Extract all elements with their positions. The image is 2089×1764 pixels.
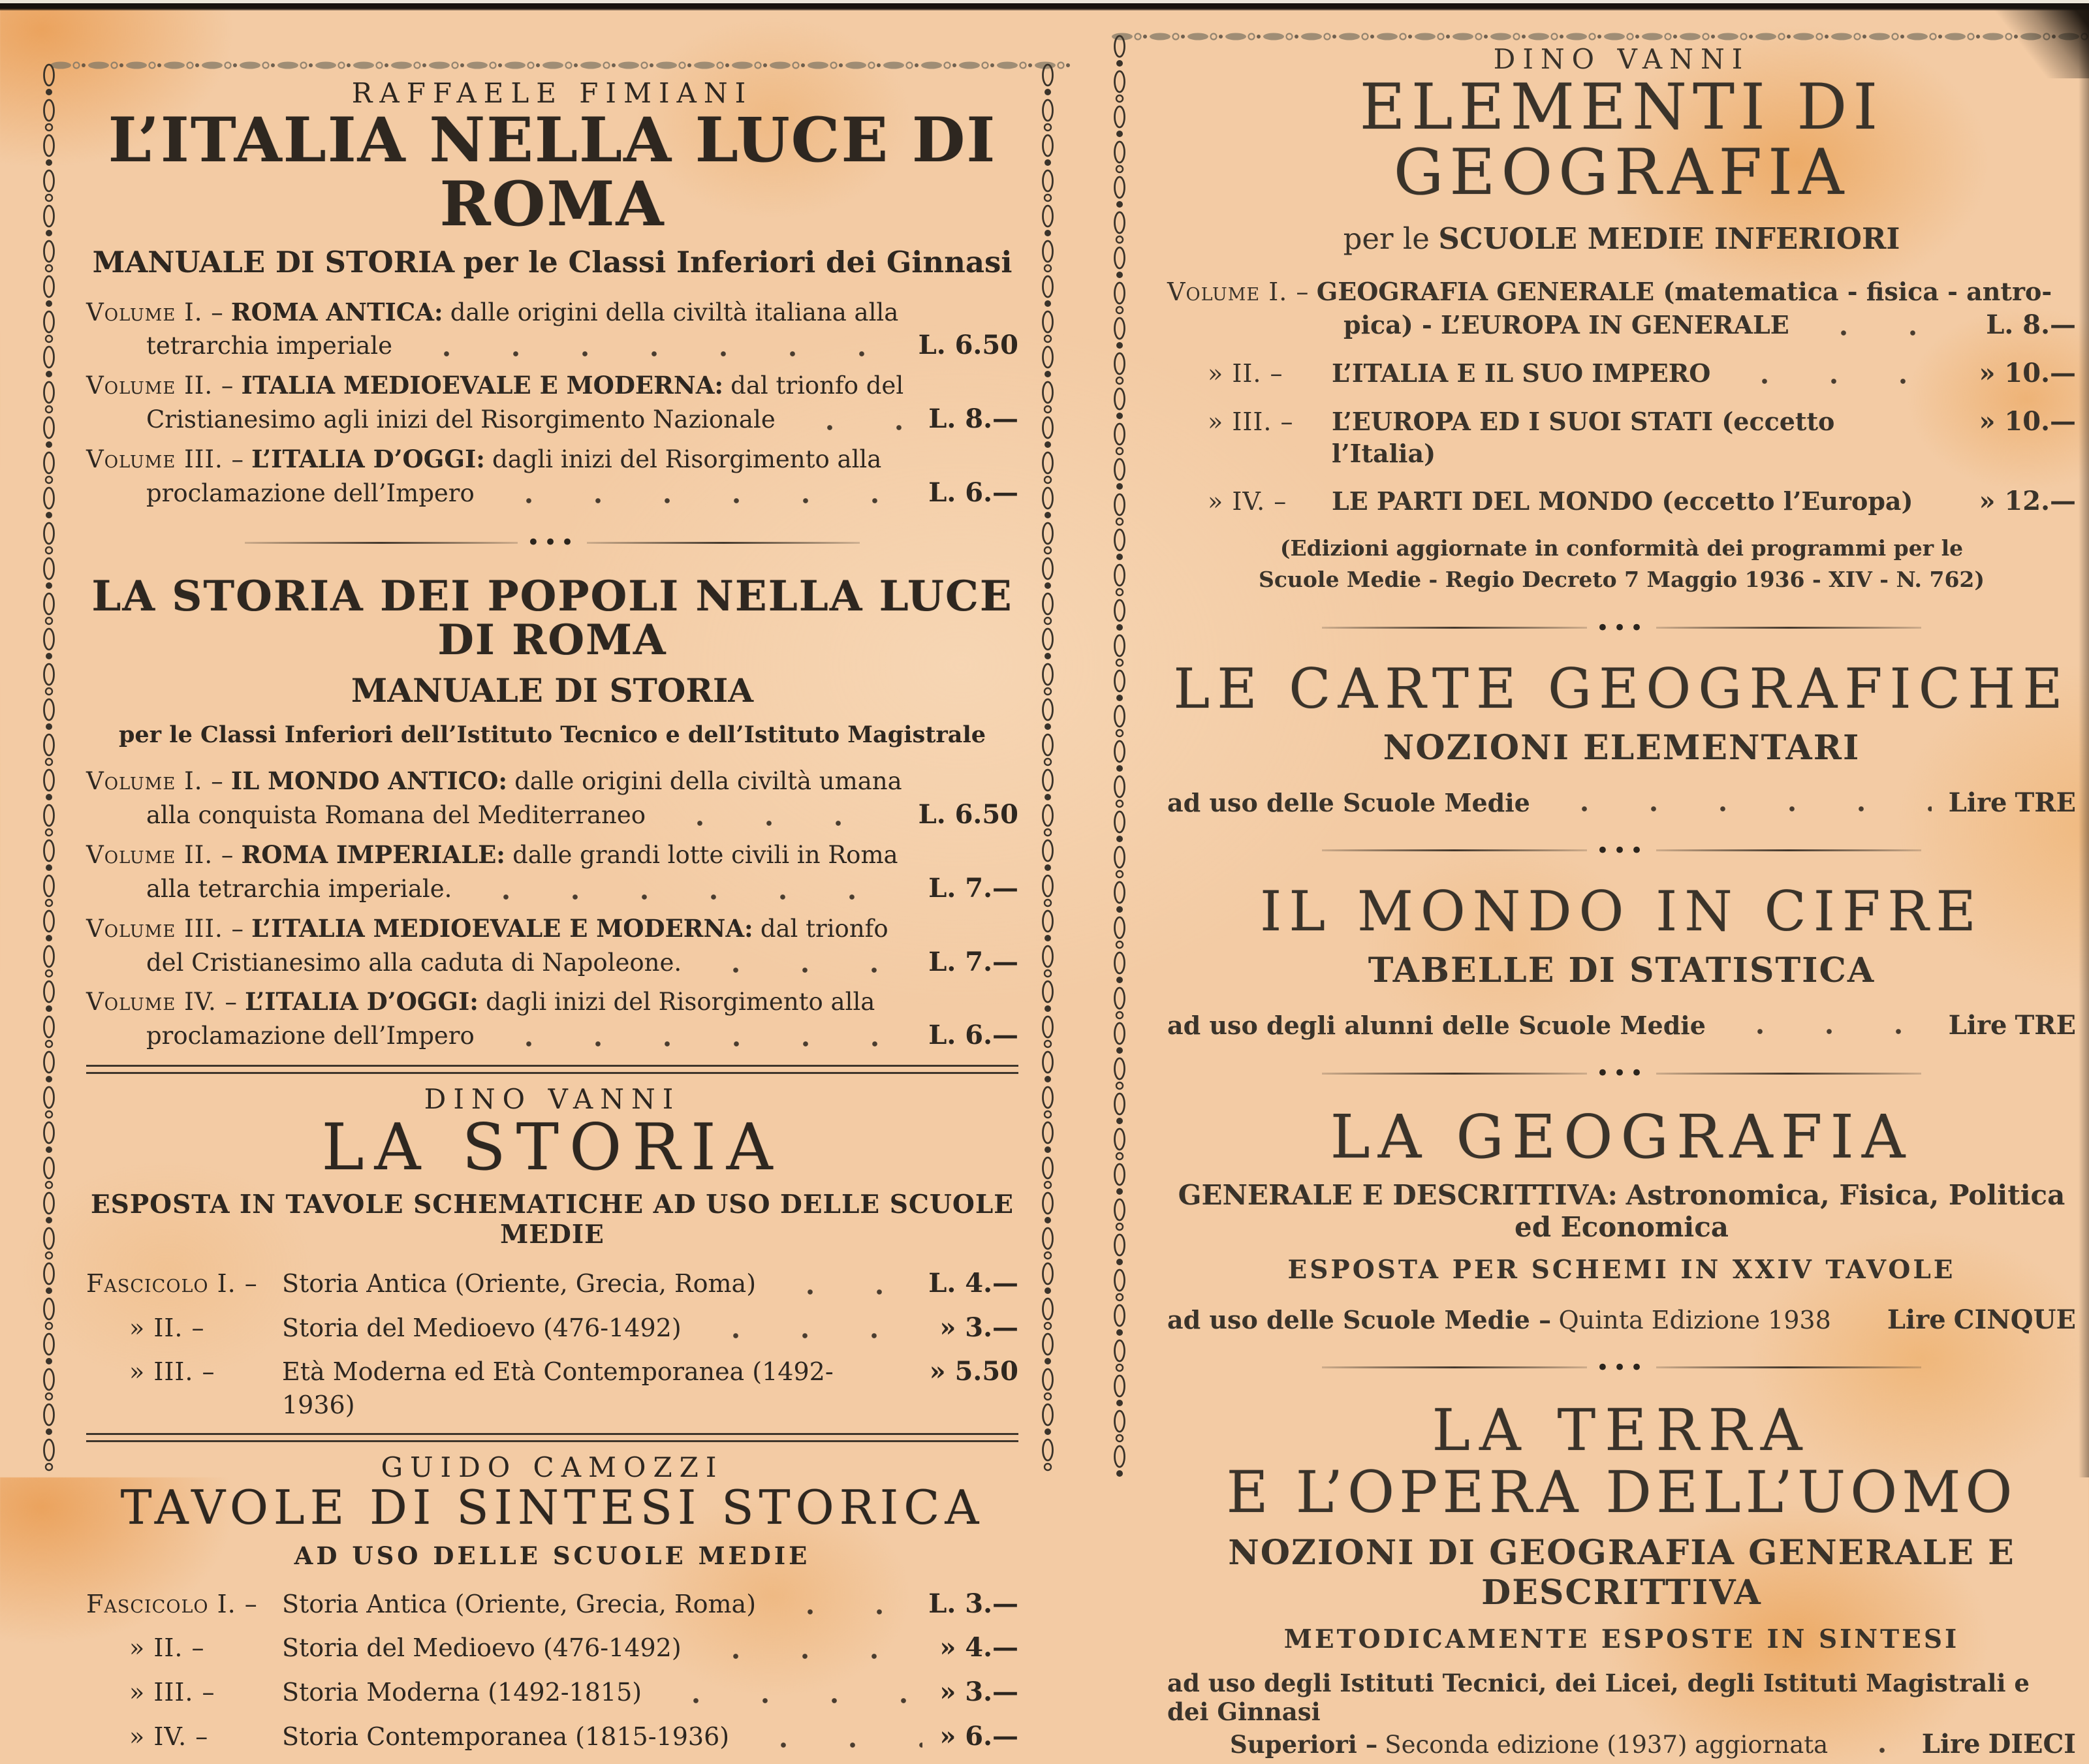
subtitle-main: SCUOLE MEDIE INFERIORI xyxy=(1438,221,1900,256)
volume-line1 xyxy=(86,443,1018,476)
volume-line2 xyxy=(86,402,1018,437)
separator-line xyxy=(1656,849,1921,851)
volume-desc-cont: tetrarchia imperiale xyxy=(146,332,393,360)
price-value: DIECI xyxy=(1988,1728,2076,1759)
subtitle-rest: per le Classi Inferiori dei Ginnasi xyxy=(463,244,1013,279)
book-subtitle-detail: METODICAMENTE ESPOSTE IN SINTESI xyxy=(1283,1624,1960,1654)
fascicle-item xyxy=(86,1675,1018,1710)
book-title: LA GEOGRAFIA xyxy=(1330,1102,1913,1173)
book-title: LA STORIA xyxy=(321,1110,783,1185)
volume-label: Volume I. – xyxy=(86,767,224,796)
section-separator xyxy=(1322,1060,1922,1086)
price-row xyxy=(1167,787,2076,818)
fascicle-item xyxy=(86,1267,1018,1301)
separator-dots: ••• xyxy=(1595,837,1648,864)
volume-line1 xyxy=(86,839,1018,872)
volume-desc-cont: proclamazione dell’Impero xyxy=(146,1022,475,1050)
volume-item xyxy=(86,370,1018,437)
author-name: GUIDO CAMOZZI xyxy=(381,1451,724,1483)
fascicle-title: Storia del Medioevo (476-1492) xyxy=(282,1633,682,1663)
price-row xyxy=(1167,1729,2076,1759)
edition-note-line1: (Edizioni aggiornate in conformità dei programmi per le xyxy=(1280,535,1964,561)
subtitle-main: MANUALE DI STORIA xyxy=(92,244,455,279)
usage-text-rest: Seconda edizione (1937) aggiornata xyxy=(1385,1730,1829,1759)
dot-leader xyxy=(1809,329,1970,337)
fascicle-label: » II. – xyxy=(129,1633,205,1663)
book-subtitle-detail: per le Classi Inferiori dell’Istituto Tecnico e dell’Istituto Magistrale xyxy=(118,721,986,749)
author-name: DINO VANNI xyxy=(424,1082,681,1115)
fascicle-item xyxy=(86,1311,1018,1346)
price-label: Lire xyxy=(1887,1304,1946,1335)
volume-label: Volume II. – xyxy=(86,371,234,400)
volume-line2 xyxy=(86,328,1018,363)
price: » 4.— xyxy=(939,1632,1018,1663)
frame-border-top-left xyxy=(50,57,1051,74)
volume-item xyxy=(1167,276,2076,342)
fascicle-title: Storia Contemporanea (1815-1936) xyxy=(282,1722,730,1752)
fascicle-title: Storia del Medioevo (476-1492) xyxy=(282,1313,682,1342)
subtitle-rest: Astronomica, Fisica, Politica ed Economica xyxy=(1514,1178,2065,1243)
separator-line xyxy=(1656,627,1921,629)
price-label: Lire xyxy=(1948,787,2007,818)
price xyxy=(1949,1010,2076,1041)
volume-desc: dagli inizi del Risorgimento alla xyxy=(486,988,875,1016)
dot-leader xyxy=(1730,377,1962,385)
fascicle-item xyxy=(86,1631,1018,1665)
dot-leader xyxy=(661,1697,922,1705)
fascicle-title: Storia Moderna (1492-1815) xyxy=(282,1678,642,1707)
dot-leader xyxy=(795,424,912,432)
separator-dots: ••• xyxy=(1595,1060,1648,1087)
volume-line1 xyxy=(86,296,1018,329)
volume-line1 xyxy=(86,765,1018,798)
volume-label: Volume II. – xyxy=(86,841,234,870)
volume-title: ROMA ANTICA: xyxy=(230,297,443,326)
price-row xyxy=(1167,1010,2076,1041)
book-title-line1: LA TERRA xyxy=(1432,1396,1812,1464)
volume-line2 xyxy=(86,798,1018,832)
volume-label: Volume III. – xyxy=(86,445,245,473)
price xyxy=(1922,1729,2076,1759)
volume-item xyxy=(86,443,1018,511)
price: L. 6.— xyxy=(928,1020,1018,1051)
book-title: TAVOLE DI SINTESI STORICA xyxy=(120,1479,984,1535)
book-subtitle: TABELLE DI STATISTICA xyxy=(1368,951,1876,991)
fascicle-list xyxy=(86,1587,1018,1754)
fascicle-item xyxy=(86,1355,1018,1421)
price: » 10.— xyxy=(1979,358,2076,389)
price: » 10.— xyxy=(1979,406,2076,437)
usage-text-line1: ad uso degli Istituti Tecnici, dei Licei, degli Istituti Magistrali e dei Ginnasi xyxy=(1167,1668,2030,1726)
price: » 12.— xyxy=(1979,485,2076,516)
volume-item xyxy=(86,765,1018,832)
book-subtitle-detail: ESPOSTA PER SCHEMI IN XXIV TAVOLE xyxy=(1287,1254,1956,1285)
volume-desc-cont: del Cristianesimo alla caduta di Napoleone. xyxy=(146,948,682,977)
fascicle-title: Storia Antica (Oriente, Grecia, Roma) xyxy=(282,1268,757,1298)
volume-title: L’EUROPA ED I SUOI STATI (eccetto l’Italia) xyxy=(1332,407,1835,469)
volume-desc-cont: alla tetrarchia imperiale. xyxy=(146,874,452,903)
separator-line xyxy=(1656,1073,1921,1075)
separator-line xyxy=(1322,627,1587,629)
volume-title: L’ITALIA D’OGGI: xyxy=(251,444,485,473)
volume-desc-cont: alla conquista Romana del Mediterraneo xyxy=(146,801,646,830)
separator-line xyxy=(1322,1366,1587,1368)
price: L. 6.50 xyxy=(918,330,1018,361)
separator-dots: ••• xyxy=(1595,614,1648,641)
price: » 3.— xyxy=(939,1312,1018,1343)
section-separator xyxy=(1322,615,1922,641)
price-value: TRE xyxy=(2015,1010,2076,1041)
usage-text-bold: Superiori – xyxy=(1230,1729,1378,1759)
dot-leader xyxy=(1851,1322,1870,1330)
fascicle-title: Storia Antica (Oriente, Grecia, Roma) xyxy=(282,1589,757,1618)
volume-item xyxy=(86,296,1018,364)
separator-line xyxy=(1656,1366,1921,1368)
section-separator xyxy=(245,529,860,556)
price: L. 4.— xyxy=(928,1267,1018,1299)
book-subtitle: ESPOSTA IN TAVOLE SCHEMATICHE AD USO DELLE SCUOLE MEDIE xyxy=(90,1189,1014,1250)
book-title: ELEMENTI DI GEOGRAFIA xyxy=(1359,71,1884,209)
volume-item xyxy=(1167,356,2076,390)
volume-line1 xyxy=(1167,276,2076,308)
dot-leader xyxy=(701,966,911,974)
dot-leader xyxy=(776,1608,911,1616)
volume-desc: dalle origini della civiltà umana xyxy=(514,767,902,796)
usage-text-line2 xyxy=(1230,1730,1828,1759)
volume-title: GEOGRAFIA GENERALE (matematica - fisica - antro- xyxy=(1316,276,2052,306)
book-subtitle xyxy=(1167,221,2076,256)
dot-leader xyxy=(471,893,911,901)
price-value: CINQUE xyxy=(1953,1304,2076,1335)
volume-line2 xyxy=(86,1018,1018,1053)
section-separator xyxy=(1322,1355,1922,1381)
dot-leader xyxy=(1725,1028,1932,1035)
book-title-line2: E L’OPERA DELL’UOMO xyxy=(1226,1458,2017,1526)
volume-label: Volume IV. – xyxy=(86,988,238,1016)
dot-leader xyxy=(701,1332,923,1340)
book-title: LE CARTE GEOGRAFICHE xyxy=(1173,656,2070,721)
separator-line xyxy=(1322,849,1587,851)
double-rule xyxy=(86,1065,1018,1074)
price: L. 7.— xyxy=(928,872,1018,904)
right-page-column xyxy=(1167,43,2076,1759)
price-value: TRE xyxy=(2015,787,2076,818)
frame-border-left xyxy=(40,63,57,1477)
volume-title: ITALIA MEDIOEVALE E MODERNA: xyxy=(241,371,724,400)
volume-label: » II. – xyxy=(1208,359,1283,388)
book-subtitle xyxy=(1167,1179,2076,1243)
volume-label: » III. – xyxy=(1208,407,1294,437)
dot-leader xyxy=(776,1288,911,1296)
book-title: LA STORIA DEI POPOLI NELLA LUCE DI ROMA xyxy=(91,572,1013,665)
price: L. 8.— xyxy=(928,403,1018,434)
volume-title: ROMA IMPERIALE: xyxy=(241,840,505,870)
volume-line2 xyxy=(1167,308,2076,342)
volume-desc: dalle grandi lotte civili in Roma xyxy=(512,841,898,870)
volume-title: IL MONDO ANTICO: xyxy=(230,766,508,796)
dot-leader xyxy=(1550,805,1932,813)
usage-text: ad uso delle Scuole Medie xyxy=(1167,787,1530,817)
dot-leader xyxy=(412,350,902,358)
price-label: Lire xyxy=(1948,1010,2007,1041)
volume-list xyxy=(1167,276,2076,518)
volume-title: LE PARTI DEL MONDO (eccetto l’Europa) xyxy=(1332,486,1913,516)
dot-leader xyxy=(494,497,912,505)
left-page-column xyxy=(86,77,1018,1764)
separator-dots: ••• xyxy=(1595,1354,1648,1381)
volume-item xyxy=(1167,405,2076,470)
volume-label: Volume III. – xyxy=(86,914,245,943)
fascicle-list xyxy=(86,1267,1018,1421)
edition-note xyxy=(1167,533,2076,595)
edition-note-line2: Scuole Medie - Regio Decreto 7 Maggio 1936 - XIV - N. 762) xyxy=(1258,566,1985,592)
scan-edge-top xyxy=(0,0,2089,10)
book-subtitle: NOZIONI ELEMENTARI xyxy=(1383,727,1861,768)
volume-title-cont: pica) - L’EUROPA IN GENERALE xyxy=(1343,310,1789,340)
fascicle-item xyxy=(86,1720,1018,1754)
frame-border-top-right xyxy=(1111,29,2089,46)
book-title: IL MONDO IN CIFRE xyxy=(1260,879,1983,943)
separator-line xyxy=(1322,1073,1587,1075)
price: L. 8.— xyxy=(1986,309,2076,341)
price xyxy=(1949,787,2076,818)
usage-text-rest: Quinta Edizione 1938 xyxy=(1558,1305,1831,1334)
scan-edge-right-shadow xyxy=(2079,0,2089,1477)
price: » 6.— xyxy=(939,1721,1018,1752)
volume-desc: dal trionfo del xyxy=(730,371,904,400)
fascicle-label: » III. – xyxy=(129,1357,215,1387)
volume-line1 xyxy=(86,986,1018,1018)
frame-border-center-right xyxy=(1111,34,1128,1477)
price: » 5.50 xyxy=(929,1356,1018,1387)
volume-title: L’ITALIA D’OGGI: xyxy=(245,987,479,1016)
author-name: DINO VANNI xyxy=(1493,43,1750,75)
volume-line2 xyxy=(86,872,1018,906)
book-subtitle xyxy=(86,245,1018,279)
volume-line2 xyxy=(86,945,1018,980)
separator-line xyxy=(587,542,860,544)
separator-line xyxy=(245,542,518,544)
volume-desc-cont: Cristianesimo agli inizi del Risorgimento Nazionale xyxy=(146,405,776,433)
book-subtitle: AD USO DELLE SCUOLE MEDIE xyxy=(294,1541,811,1570)
price: L. 6.50 xyxy=(918,799,1018,830)
volume-item xyxy=(1167,484,2076,518)
usage-text-bold: ad uso delle Scuole Medie – xyxy=(1167,1304,1552,1334)
price-label: Lire xyxy=(1921,1728,1981,1759)
volume-list xyxy=(86,765,1018,1053)
volume-line2 xyxy=(86,476,1018,511)
volume-label: Volume I. – xyxy=(86,298,224,326)
price: » 3.— xyxy=(939,1677,1018,1708)
frame-border-center-left xyxy=(1039,63,1056,1477)
volume-desc: dal trionfo xyxy=(760,914,888,943)
fascicle-label: » III. – xyxy=(129,1678,215,1707)
price: L. 3.— xyxy=(928,1588,1018,1619)
volume-item xyxy=(86,839,1018,906)
volume-title: L’ITALIA MEDIOEVALE E MODERNA: xyxy=(251,913,753,943)
price: L. 6.— xyxy=(928,477,1018,508)
volume-title: L’ITALIA E IL SUO IMPERO xyxy=(1332,358,1711,388)
usage-text: ad uso degli alunni delle Scuole Medie xyxy=(1167,1011,1706,1041)
volume-list xyxy=(86,296,1018,511)
volume-line1 xyxy=(86,370,1018,402)
double-rule xyxy=(86,1433,1018,1442)
book-subtitle: MANUALE DI STORIA xyxy=(351,671,754,710)
dot-leader xyxy=(494,1040,912,1048)
dot-leader xyxy=(1847,1746,1905,1754)
subtitle-main: GENERALE E DESCRITTIVA: xyxy=(1178,1178,1618,1211)
fascicle-label: Fascicolo I. – xyxy=(86,1268,258,1298)
fascicle-item xyxy=(86,1587,1018,1622)
separator-dots: ••• xyxy=(526,529,578,556)
volume-label: » IV. – xyxy=(1208,486,1287,516)
volume-desc-cont: proclamazione dell’Impero xyxy=(146,479,475,507)
fascicle-label: » IV. – xyxy=(129,1722,209,1752)
dot-leader xyxy=(665,819,902,827)
fascicle-title: Età Moderna ed Età Contemporanea (1492-1936) xyxy=(282,1357,834,1419)
subtitle-pre: per le xyxy=(1343,221,1430,256)
section-separator xyxy=(1322,838,1922,864)
price-row xyxy=(1167,1304,2076,1335)
scan-corner-shadow xyxy=(1978,0,2089,78)
price xyxy=(1887,1304,2076,1335)
volume-line1 xyxy=(86,913,1018,945)
dot-leader xyxy=(749,1741,922,1749)
usage-text xyxy=(1167,1305,1831,1334)
volume-label: Volume I. – xyxy=(1167,277,1310,306)
fascicle-label: Fascicolo I. – xyxy=(86,1589,258,1618)
volume-item xyxy=(86,986,1018,1053)
dot-leader xyxy=(1933,505,1962,513)
fascicle-label: » II. – xyxy=(129,1313,205,1342)
book-subtitle: NOZIONI DI GEOGRAFIA GENERALE E DESCRITTIVA xyxy=(1228,1532,2015,1613)
volume-item xyxy=(86,913,1018,980)
author-name: RAFFAELE FIMIANI xyxy=(351,77,753,109)
book-title: L’ITALIA NELLA LUCE DI ROMA xyxy=(108,104,997,240)
dot-leader xyxy=(701,1652,923,1660)
price: L. 7.— xyxy=(928,946,1018,977)
volume-desc: dalle origini della civiltà italiana alla xyxy=(450,298,899,326)
volume-desc: dagli inizi del Risorgimento alla xyxy=(492,445,882,473)
